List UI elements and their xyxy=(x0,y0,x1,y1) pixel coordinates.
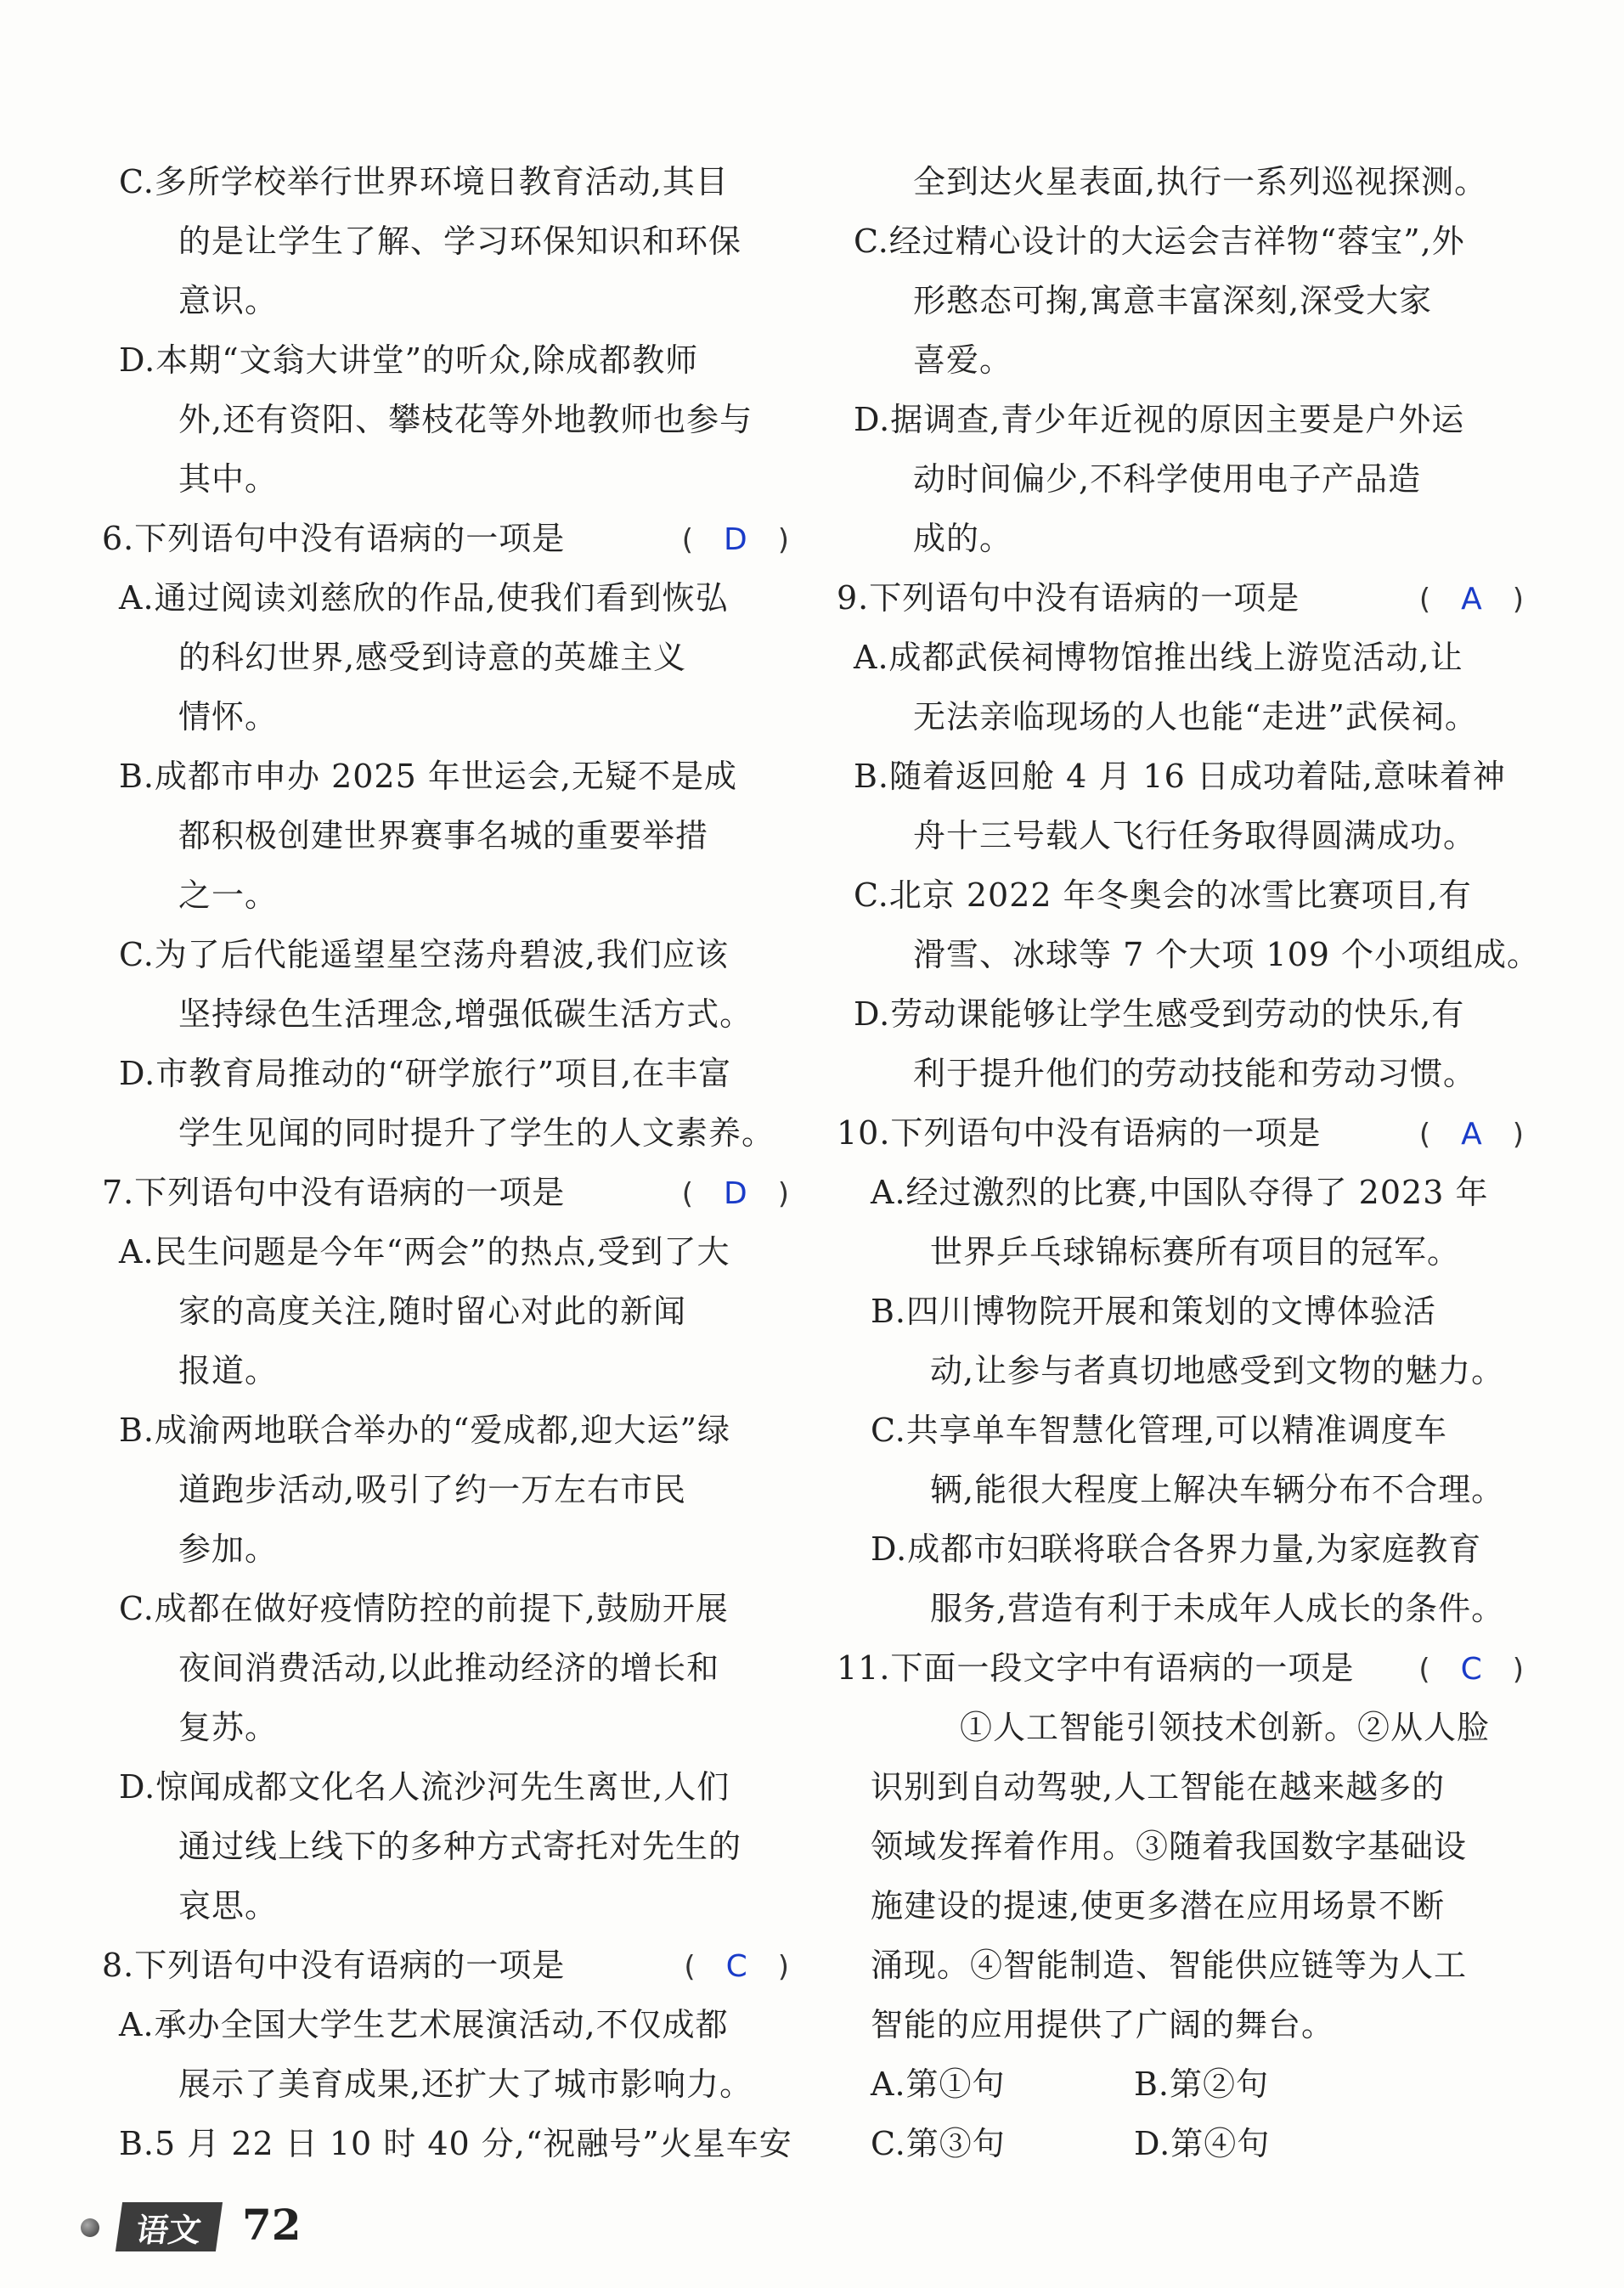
text-line xyxy=(178,280,278,321)
line-text: D.劳动课能够让学生感受到劳动的快乐,有 xyxy=(854,995,1465,1033)
line-text: 喜爱。 xyxy=(913,341,1013,379)
line-text: 情怀。 xyxy=(178,698,279,735)
line-text: 9.下列语句中没有语病的一项是 xyxy=(837,579,1300,617)
line-text: 意识。 xyxy=(178,282,279,319)
line-text: 动时间偏少,不科学使用电子产品造 xyxy=(913,460,1422,498)
text-line xyxy=(178,875,278,916)
line-text: 之一。 xyxy=(178,876,279,914)
text-line xyxy=(930,1350,1504,1391)
text-line xyxy=(930,1588,1504,1629)
text-line xyxy=(871,1945,1467,1986)
text-line xyxy=(178,994,753,1034)
line-text: B.四川博物院开展和策划的文博体验活 xyxy=(871,1293,1437,1330)
answer-letter: C xyxy=(1460,1652,1483,1687)
line-text: 动,让参与者真切地感受到文物的魅力。 xyxy=(930,1352,1505,1389)
text-line xyxy=(178,1350,278,1391)
text-line xyxy=(913,696,1478,737)
text-line xyxy=(1134,2123,1270,2164)
text-line xyxy=(871,2123,1006,2164)
text-line xyxy=(119,161,729,202)
line-text: C.经过精心设计的大运会吉祥物“蓉宝”,外 xyxy=(854,223,1465,260)
line-text: B.成都市申办 2025 年世运会,无疑不是成 xyxy=(119,758,737,795)
line-text: 家的高度关注,随时留心对此的新闻 xyxy=(178,1293,687,1330)
text-line xyxy=(854,399,1464,440)
text-line xyxy=(178,1291,686,1332)
text-line xyxy=(930,1469,1504,1510)
line-text: A.通过阅读刘慈欣的作品,使我们看到恢弘 xyxy=(119,579,729,617)
question-stem xyxy=(102,518,790,559)
answer-bracket: ( C ) xyxy=(1418,1652,1525,1687)
line-text: 涌现。④智能制造、智能供应链等为人工 xyxy=(871,1947,1468,1984)
line-text: C.共享单车智慧化管理,可以精准调度车 xyxy=(871,1412,1447,1449)
line-text: B.第②句 xyxy=(1134,2065,1270,2103)
line-text: 6.下列语句中没有语病的一项是 xyxy=(102,520,566,557)
line-text: 夜间消费活动,以此推动经济的增长和 xyxy=(178,1649,720,1687)
question-stem xyxy=(837,1648,1525,1688)
line-text: D.成都市妇联将联合各界力量,为家庭教育 xyxy=(871,1530,1482,1568)
text-line xyxy=(913,340,1012,380)
text-line xyxy=(854,875,1472,916)
text-line xyxy=(119,340,698,380)
text-line xyxy=(854,994,1464,1034)
line-text: 智能的应用提供了广阔的舞台。 xyxy=(871,2006,1335,2043)
text-line xyxy=(913,280,1432,321)
answer-letter: A xyxy=(1461,1117,1483,1152)
text-line xyxy=(119,1767,730,1807)
line-text: B.成渝两地联合举办的“爱成都,迎大运”绿 xyxy=(119,1412,730,1449)
answer-letter: A xyxy=(1461,582,1483,617)
line-text: 哀思。 xyxy=(178,1887,279,1925)
line-text: 利于提升他们的劳动技能和劳动习惯。 xyxy=(913,1055,1477,1092)
text-line xyxy=(178,637,686,678)
line-text: 通过线上线下的多种方式寄托对先生的 xyxy=(178,1828,742,1865)
text-line xyxy=(913,1053,1476,1094)
line-text: B.5 月 22 日 10 时 40 分,“祝融号”火星车安 xyxy=(119,2125,792,2162)
text-line xyxy=(178,399,753,440)
line-text: B.随着返回舱 4 月 16 日成功着陆,意味着神 xyxy=(854,758,1506,795)
text-line xyxy=(871,1885,1445,1926)
text-line xyxy=(871,2004,1334,2045)
page-number: 72 xyxy=(242,2200,302,2250)
line-text: 施建设的提速,使更多潜在应用场景不断 xyxy=(871,1887,1446,1925)
line-text: D.第④句 xyxy=(1134,2125,1271,2162)
line-text: 展示了美育成果,还扩大了城市影响力。 xyxy=(178,2065,753,2103)
line-text: D.市教育局推动的“研学旅行”项目,在丰富 xyxy=(119,1055,732,1092)
line-text: 都积极创建世界赛事名城的重要举措 xyxy=(178,817,709,854)
line-text: 7.下列语句中没有语病的一项是 xyxy=(102,1174,566,1211)
text-line xyxy=(178,815,708,856)
line-text: 10.下列语句中没有语病的一项是 xyxy=(837,1114,1322,1152)
text-line xyxy=(871,1826,1467,1867)
text-line xyxy=(119,756,737,797)
text-line xyxy=(119,1410,730,1451)
line-text: 辆,能很大程度上解决车辆分布不合理。 xyxy=(930,1471,1505,1508)
line-text: D.本期“文翁大讲堂”的听众,除成都教师 xyxy=(119,341,699,379)
answer-bracket: ( D ) xyxy=(681,1176,790,1211)
text-line xyxy=(1134,2064,1269,2105)
text-line xyxy=(178,1826,742,1867)
line-text: 全到达火星表面,执行一系列巡视探测。 xyxy=(913,163,1488,200)
line-text: D.据调查,青少年近视的原因主要是户外运 xyxy=(854,401,1465,438)
text-line xyxy=(178,1885,278,1926)
line-text: A.第①句 xyxy=(871,2065,1006,2103)
line-text: 识别到自动驾驶,人工智能在越来越多的 xyxy=(871,1768,1446,1806)
line-text: ①人工智能引领技术创新。②从人脸 xyxy=(960,1709,1491,1746)
line-text: 的科幻世界,感受到诗意的英雄主义 xyxy=(178,639,687,676)
line-text: 无法亲临现场的人也能“走进”武侯祠。 xyxy=(913,698,1478,735)
line-text: 成的。 xyxy=(913,520,1013,557)
text-line xyxy=(871,1291,1436,1332)
line-text: 的是让学生了解、学习环保知识和环保 xyxy=(178,223,742,260)
text-line xyxy=(854,637,1463,678)
question-stem xyxy=(102,1172,790,1213)
line-text: D.惊闻成都文化名人流沙河先生离世,人们 xyxy=(119,1768,730,1806)
line-text: 参加。 xyxy=(178,1530,279,1568)
text-line xyxy=(178,2064,753,2105)
line-text: 世界乒乓球锦标赛所有项目的冠军。 xyxy=(930,1233,1461,1271)
text-line xyxy=(854,756,1506,797)
line-text: A.经过激烈的比赛,中国队夺得了 2023 年 xyxy=(871,1174,1489,1211)
line-text: A.承办全国大学生艺术展演活动,不仅成都 xyxy=(119,2006,729,2043)
text-line xyxy=(871,2064,1006,2105)
text-line xyxy=(178,696,278,737)
line-text: 领域发挥着作用。③随着我国数字基础设 xyxy=(871,1828,1468,1865)
text-line xyxy=(119,2004,729,2045)
text-line xyxy=(178,459,278,499)
answer-bracket: ( A ) xyxy=(1418,1117,1525,1152)
answer-letter: D xyxy=(724,1176,748,1211)
text-line xyxy=(178,1113,775,1153)
line-text: 外,还有资阳、攀枝花等外地教师也参与 xyxy=(178,401,753,438)
text-line xyxy=(119,1588,729,1629)
text-line xyxy=(178,1529,278,1569)
line-text: 舟十三号载人飞行任务取得圆满成功。 xyxy=(913,817,1477,854)
text-line xyxy=(913,161,1487,202)
footer-bullet-icon xyxy=(81,2218,99,2237)
line-text: 坚持绿色生活理念,增强低碳生活方式。 xyxy=(178,995,753,1033)
text-line xyxy=(119,934,729,975)
line-text: C.为了后代能遥望星空荡舟碧波,我们应该 xyxy=(119,936,729,973)
line-text: C.第③句 xyxy=(871,2125,1006,2162)
text-line xyxy=(178,221,742,262)
text-line xyxy=(960,1707,1490,1748)
line-text: A.成都武侯祠博物馆推出线上游览活动,让 xyxy=(854,639,1463,676)
line-text: 报道。 xyxy=(178,1352,279,1389)
text-line xyxy=(913,815,1476,856)
answer-letter: C xyxy=(725,1949,748,1984)
line-text: A.民生问题是今年“两会”的热点,受到了大 xyxy=(119,1233,730,1271)
line-text: 滑雪、冰球等 7 个大项 109 个小项组成。 xyxy=(913,936,1541,973)
text-line xyxy=(871,1529,1481,1569)
text-line xyxy=(178,1469,686,1510)
question-stem xyxy=(837,578,1525,618)
text-line xyxy=(854,221,1465,262)
question-stem xyxy=(837,1113,1525,1153)
text-line xyxy=(119,2123,792,2164)
line-text: 其中。 xyxy=(178,460,279,498)
text-line xyxy=(119,1231,730,1272)
line-text: C.成都在做好疫情防控的前提下,鼓励开展 xyxy=(119,1590,729,1627)
text-line xyxy=(871,1410,1447,1451)
question-stem xyxy=(102,1945,790,1986)
answer-letter: D xyxy=(724,522,748,557)
line-text: 11.下面一段文字中有语病的一项是 xyxy=(837,1649,1355,1687)
answer-bracket: ( A ) xyxy=(1418,582,1525,617)
line-text: C.多所学校举行世界环境日教育活动,其目 xyxy=(119,163,729,200)
text-line xyxy=(871,1172,1488,1213)
answer-bracket: ( C ) xyxy=(684,1949,790,1984)
line-text: C.北京 2022 年冬奥会的冰雪比赛项目,有 xyxy=(854,876,1472,914)
text-line xyxy=(913,934,1540,975)
text-line xyxy=(119,1053,731,1094)
answer-bracket: ( D ) xyxy=(681,522,790,557)
line-text: 复苏。 xyxy=(178,1709,279,1746)
text-line xyxy=(913,459,1421,499)
text-line xyxy=(913,518,1012,559)
text-line xyxy=(871,1767,1445,1807)
subject-tag: 语文 xyxy=(116,2202,223,2251)
line-text: 8.下列语句中没有语病的一项是 xyxy=(102,1947,566,1984)
line-text: 形憨态可掬,寓意丰富深刻,深受大家 xyxy=(913,282,1433,319)
text-line xyxy=(178,1648,719,1688)
line-text: 学生见闻的同时提升了学生的人文素养。 xyxy=(178,1114,775,1152)
line-text: 服务,营造有利于未成年人成长的条件。 xyxy=(930,1590,1505,1627)
line-text: 道跑步活动,吸引了约一万左右市民 xyxy=(178,1471,687,1508)
text-line xyxy=(178,1707,278,1748)
text-line xyxy=(930,1231,1460,1272)
text-line xyxy=(119,578,729,618)
